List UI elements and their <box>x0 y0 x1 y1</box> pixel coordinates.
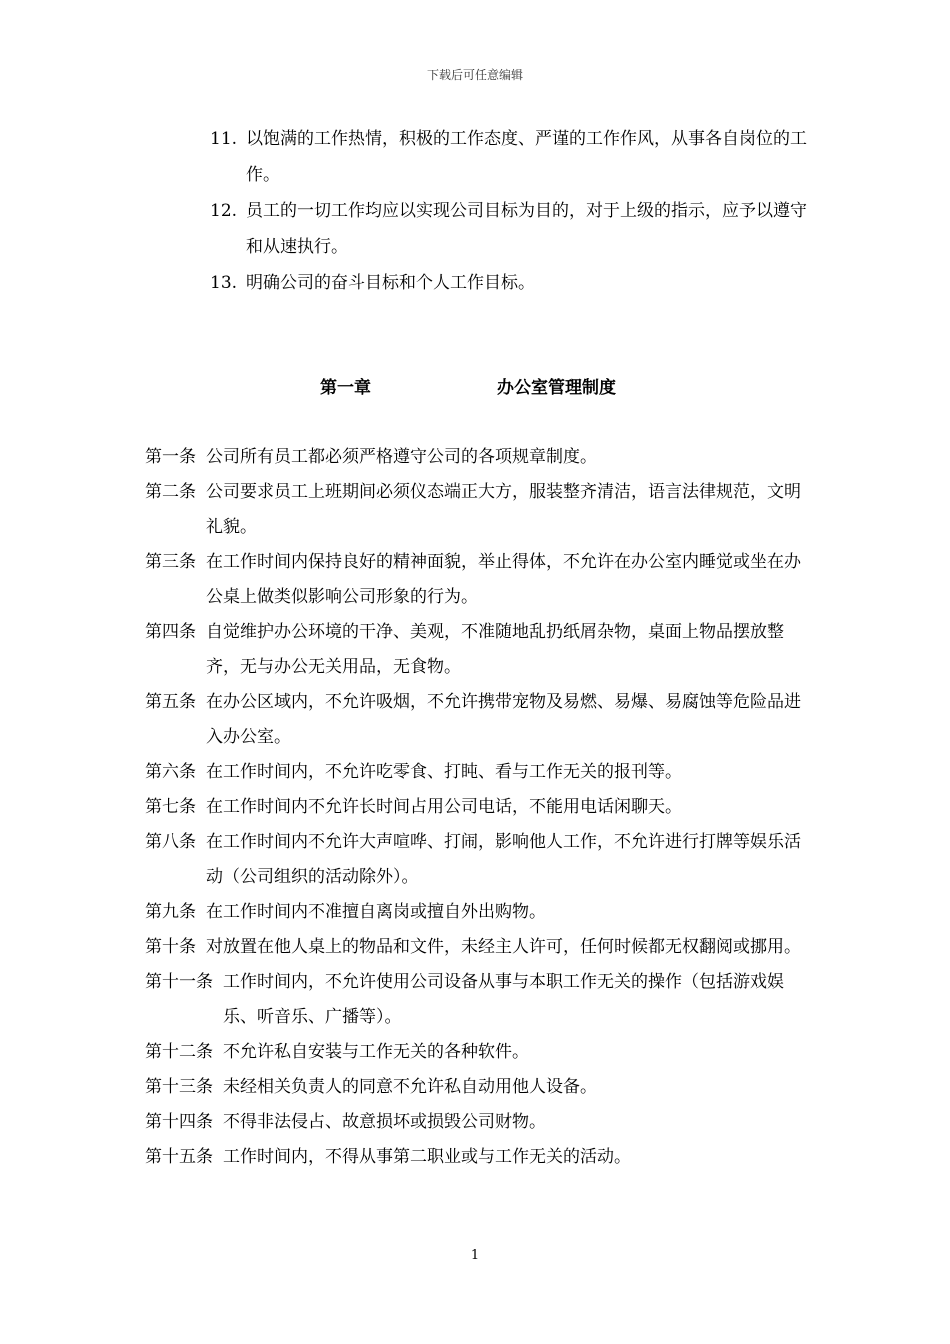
chapter-number: 第一章 <box>320 378 371 398</box>
article-label: 第十二条 <box>145 1042 213 1062</box>
page-header: 下载后可任意编辑 <box>426 68 523 82</box>
article <box>145 545 810 615</box>
article <box>145 1035 810 1070</box>
article-label: 第二条 <box>145 482 196 502</box>
article <box>145 1105 810 1140</box>
numbered-list <box>210 121 810 301</box>
article <box>145 1070 810 1105</box>
article <box>145 475 810 545</box>
article-label: 第十条 <box>145 937 196 957</box>
list-item-number: 11. <box>210 129 238 149</box>
article <box>145 790 810 825</box>
article <box>145 440 810 475</box>
article <box>145 965 810 1035</box>
list-item-text: 员工的一切工作均应以实现公司目标为目的，对于上级的指示，应予以遵守和从速执行。 <box>246 201 807 257</box>
article-label: 第十一条 <box>145 972 213 992</box>
article-label: 第八条 <box>145 832 196 852</box>
article-text: 自觉维护办公环境的干净、美观，不准随地乱扔纸屑杂物，桌面上物品摆放整齐，无与办公无关用品，无食物。 <box>206 622 784 677</box>
article-label: 第十四条 <box>145 1112 213 1132</box>
list-item <box>210 121 810 193</box>
article <box>145 685 810 755</box>
article-text: 在工作时间内不准擅自离岗或擅自外出购物。 <box>206 902 546 922</box>
article-list <box>145 440 810 1175</box>
list-item <box>210 265 810 301</box>
article-text: 不允许私自安装与工作无关的各种软件。 <box>223 1042 529 1062</box>
article-text: 公司所有员工都必须严格遵守公司的各项规章制度。 <box>206 447 597 467</box>
article-label: 第六条 <box>145 762 196 782</box>
article <box>145 930 810 965</box>
article-text: 未经相关负责人的同意不允许私自动用他人设备。 <box>223 1077 597 1097</box>
list-item-number: 13. <box>210 273 238 293</box>
article <box>145 755 810 790</box>
article-text: 在办公区域内，不允许吸烟，不允许携带宠物及易燃、易爆、易腐蚀等危险品进入办公室。 <box>206 692 801 747</box>
article-text: 在工作时间内不允许大声喧哗、打闹，影响他人工作，不允许进行打牌等娱乐活动（公司组织的活动除外）。 <box>206 832 801 887</box>
article-label: 第十五条 <box>145 1147 213 1167</box>
article-label: 第七条 <box>145 797 196 817</box>
list-item-text: 以饱满的工作热情，积极的工作态度、严谨的工作作风，从事各自岗位的工作。 <box>246 129 807 185</box>
article <box>145 1140 810 1175</box>
chapter-title: 办公室管理制度 <box>497 378 616 398</box>
article-label: 第五条 <box>145 692 196 712</box>
page-number: 1 <box>470 1248 480 1263</box>
article-label: 第四条 <box>145 622 196 642</box>
article-text: 对放置在他人桌上的物品和文件，未经主人许可，任何时候都无权翻阅或挪用。 <box>206 937 801 957</box>
article-label: 第九条 <box>145 902 196 922</box>
article-text: 在工作时间内保持良好的精神面貌，举止得体，不允许在办公室内睡觉或坐在办公桌上做类似影响公司形象的行为。 <box>206 552 801 607</box>
article <box>145 895 810 930</box>
article-label: 第三条 <box>145 552 196 572</box>
list-item-number: 12. <box>210 201 238 221</box>
article-text: 公司要求员工上班期间必须仪态端正大方，服装整齐清洁，语言法律规范，文明礼貌。 <box>206 482 801 537</box>
article-text: 工作时间内，不允许使用公司设备从事与本职工作无关的操作（包括游戏娱乐、听音乐、广播等）。 <box>223 972 784 1027</box>
article-text: 工作时间内，不得从事第二职业或与工作无关的活动。 <box>223 1147 631 1167</box>
article-text: 不得非法侵占、故意损坏或损毁公司财物。 <box>223 1112 546 1132</box>
article-label: 第十三条 <box>145 1077 213 1097</box>
list-item-text: 明确公司的奋斗目标和个人工作目标。 <box>246 273 535 293</box>
article-text: 在工作时间内不允许长时间占用公司电话，不能用电话闲聊天。 <box>206 797 682 817</box>
article-text: 在工作时间内，不允许吃零食、打盹、看与工作无关的报刊等。 <box>206 762 682 782</box>
article <box>145 825 810 895</box>
list-item <box>210 193 810 265</box>
article-label: 第一条 <box>145 447 196 467</box>
article <box>145 615 810 685</box>
